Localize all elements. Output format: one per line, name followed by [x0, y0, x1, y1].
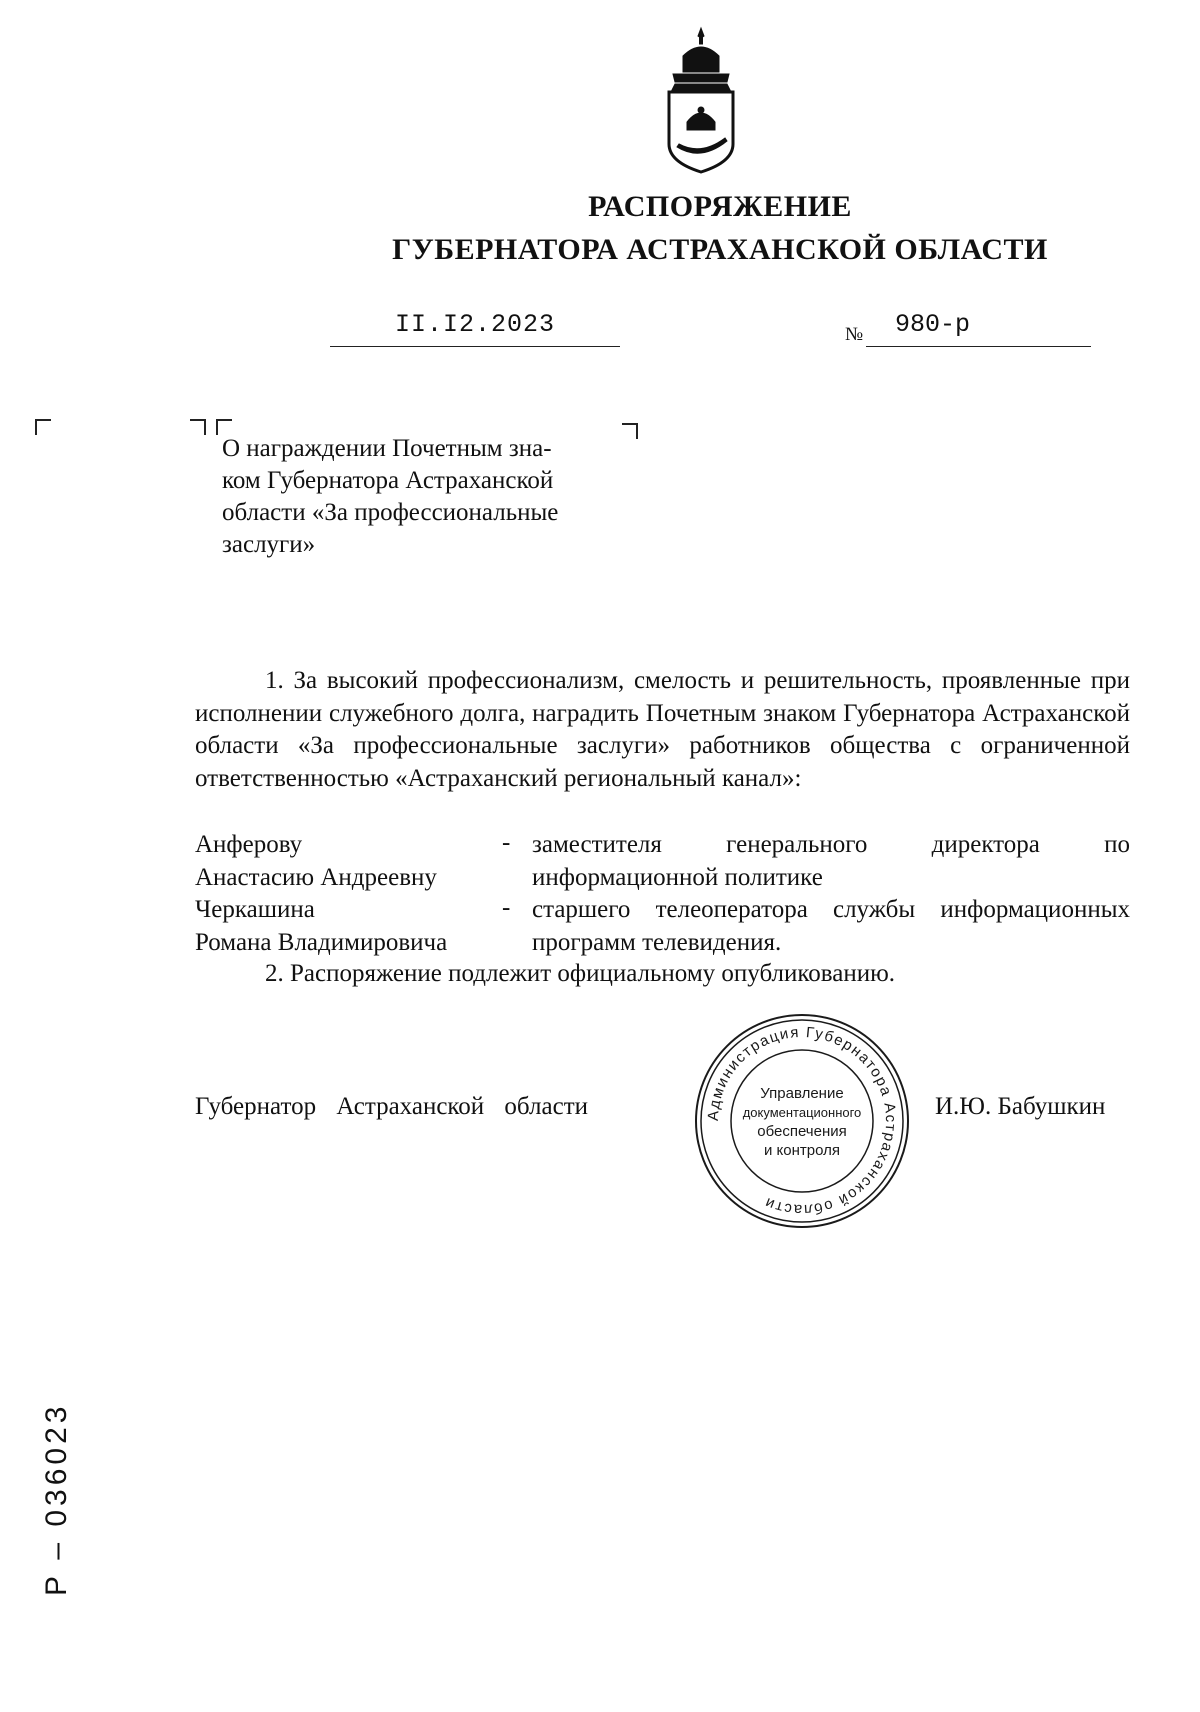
- coat-of-arms-icon: [661, 26, 741, 176]
- subject-line: области «За профессиональные: [222, 499, 559, 526]
- awardee-dash: -: [502, 894, 511, 921]
- document-subject: [222, 433, 612, 561]
- number-sign: №: [845, 324, 864, 345]
- awardee-position: заместителя генерального директора по информационной политике: [532, 831, 1130, 891]
- stamp-inner-line: документационного: [742, 1105, 862, 1120]
- stamp-outer-text: Администрация Губернатора Астраханской области: [704, 1023, 900, 1219]
- subject-line: ком Губернатора Астраханской: [222, 467, 554, 494]
- registration-number: [10, 1360, 90, 1600]
- svg-text:Администрация Губернатора Астр: [705, 1024, 899, 1218]
- corner-mark-left: [35, 419, 51, 435]
- paragraph-1: 1. За высокий профессионализм, смелость и решительность, проявленные при исполнении служебного долга, наградить Почетным знаком Губернатора Астраханской области «За профессиональные заслуги» работников общества с ограниченной ответственностью «Астраханский региональный канал»:: [195, 667, 1130, 792]
- awardee-2: [195, 894, 447, 959]
- awardee-given-names: Романа Владимировича: [195, 928, 448, 956]
- awardee-dash: -: [502, 829, 511, 856]
- document-date: II.I2.2023: [394, 310, 556, 339]
- subject-line: О награждении Почетным зна-: [222, 435, 552, 462]
- official-stamp-icon: [693, 1012, 911, 1230]
- awardee-position: старшего телеоператора службы информационных программ телевидения.: [532, 896, 1130, 956]
- issuer-title: ГУБЕРНАТОРА АСТРАХАНСКОЙ ОБЛАСТИ: [392, 233, 1048, 266]
- corner-mark-subject-end: [622, 423, 638, 439]
- signatory-role: Губернатор Астраханской области: [195, 1093, 589, 1120]
- subject-line: заслуги»: [222, 531, 316, 558]
- paragraph-2: 2. Распоряжение подлежит официальному опубликованию.: [265, 960, 896, 987]
- document-type-title: РАСПОРЯЖЕНИЕ: [588, 190, 852, 223]
- stamp-inner-line: Управление: [760, 1085, 844, 1102]
- registration-number-text: Р – 036023: [40, 1402, 73, 1596]
- stamp-inner-line: и контроля: [763, 1142, 841, 1159]
- awardee-1: [195, 829, 437, 894]
- signatory-name: И.Ю. Бабушкин: [935, 1093, 1106, 1120]
- awardee-surname: Черкашина: [195, 896, 315, 923]
- stamp-inner-line: обеспечения: [757, 1123, 847, 1140]
- document-number: 980-р: [895, 310, 971, 339]
- awardee-given-names: Анастасию Андреевну: [195, 863, 437, 891]
- corner-mark-subject-start-left: [190, 419, 206, 435]
- awardee-surname: Анферову: [195, 831, 303, 858]
